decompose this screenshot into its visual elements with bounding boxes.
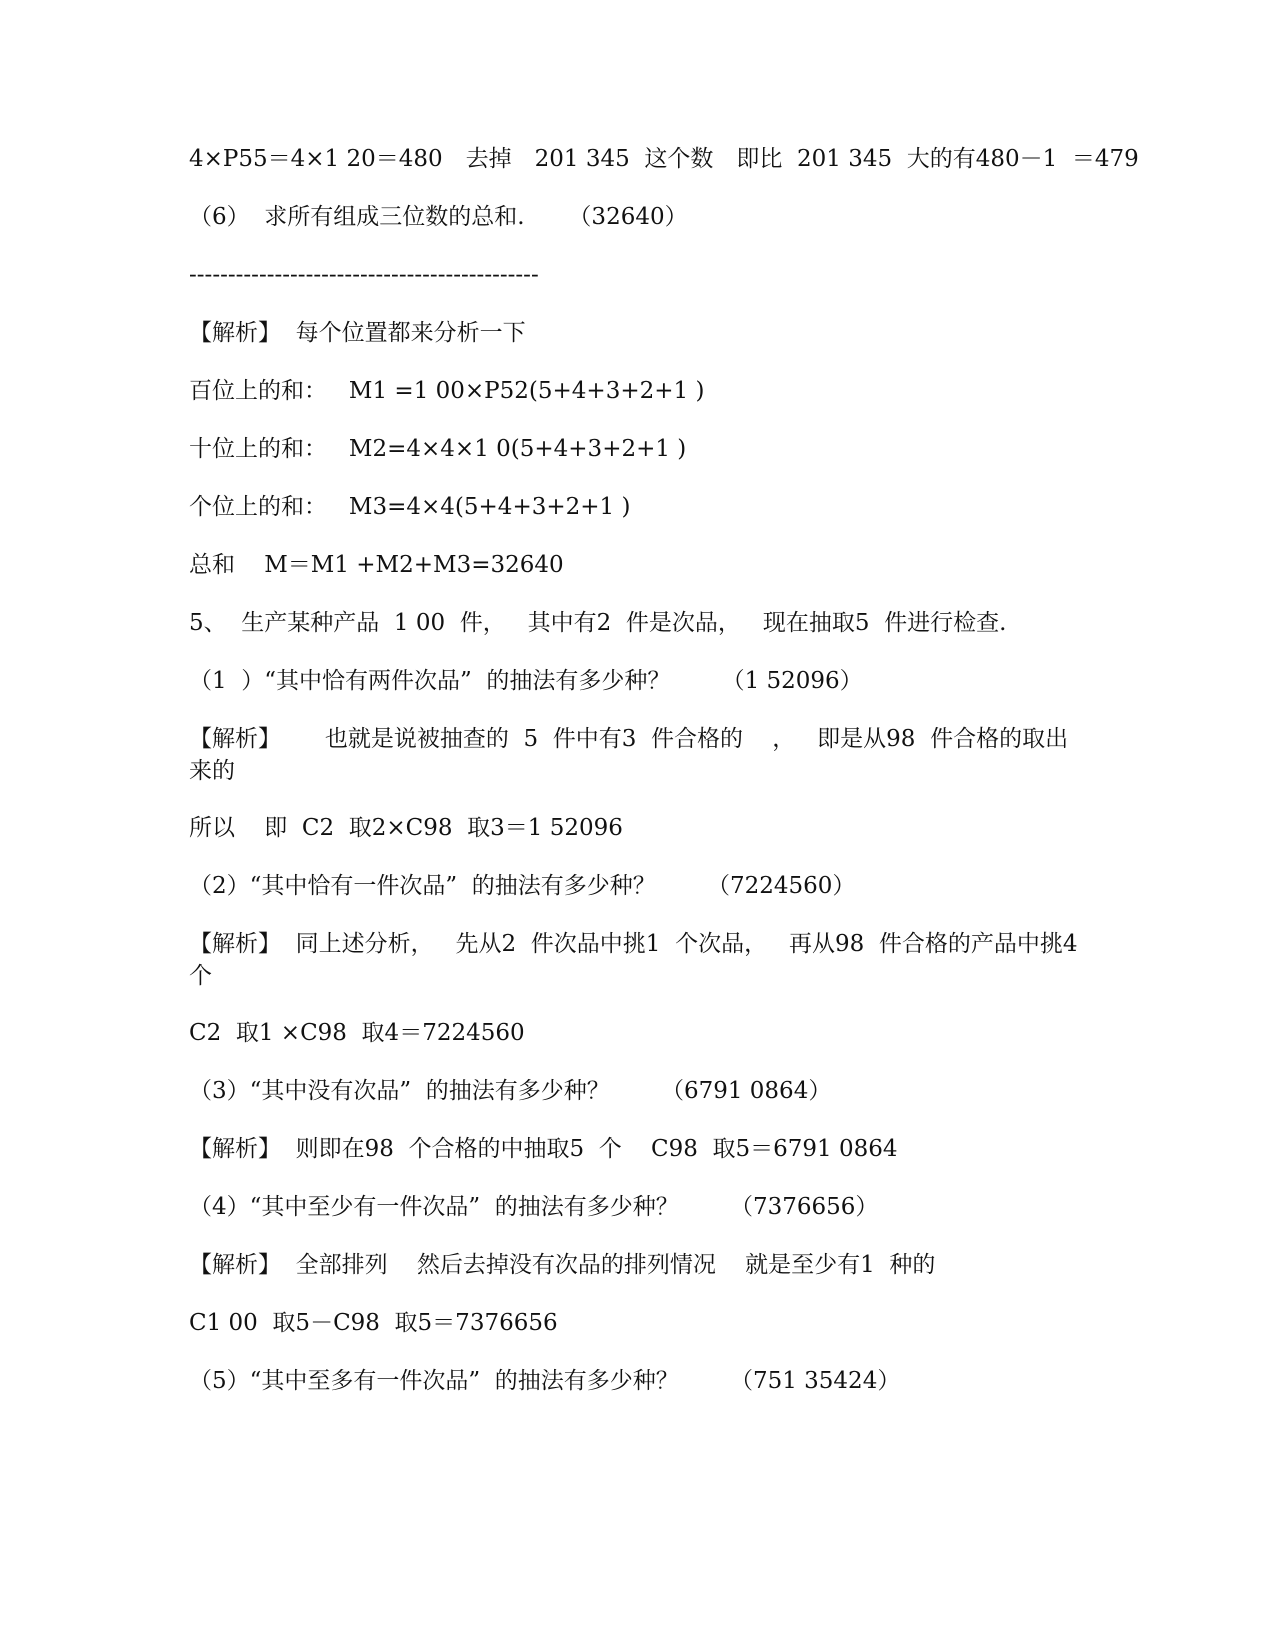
units-sum: 个位上的和： M3=4×4(5+4+3+2+1 ) bbox=[189, 494, 631, 520]
analysis-heading: 【解析】 每个位置都来分析一下 bbox=[189, 320, 526, 346]
answer-5-4: C1 00 取5－C98 取5＝7376656 bbox=[189, 1310, 558, 1336]
total-sum: 总和 M＝M1 +M2+M3=32640 bbox=[189, 552, 564, 578]
analysis-5-1: 【解析】 也就是说被抽查的 5 件中有3 件合格的 ， 即是从98 件合格的取出 来的 bbox=[189, 726, 1069, 784]
question-6: （6） 求所有组成三位数的总和. （32640） bbox=[189, 204, 688, 230]
question-5-3: （3）“其中没有次品” 的抽法有多少种？ （6791 0864） bbox=[189, 1078, 832, 1104]
answer-5-1: 所以 即 C2 取2×C98 取3＝1 52096 bbox=[189, 815, 623, 841]
answer-5-2: C2 取1 ×C98 取4＝7224560 bbox=[189, 1020, 525, 1046]
tens-sum: 十位上的和： M2=4×4×1 0(5+4+3+2+1 ) bbox=[189, 436, 687, 462]
question-5-1: （1 ）“其中恰有两件次品” 的抽法有多少种？ （1 52096） bbox=[189, 668, 863, 694]
analysis-5-2: 【解析】 同上述分析， 先从2 件次品中挑1 个次品， 再从98 件合格的产品中挑4 个 bbox=[189, 931, 1078, 989]
analysis-5-4: 【解析】 全部排列 然后去掉没有次品的排列情况 就是至少有1 种的 bbox=[189, 1252, 936, 1278]
question-5-5: （5）“其中至多有一件次品” 的抽法有多少种？ （751 35424） bbox=[189, 1368, 901, 1394]
question-5-2: （2）“其中恰有一件次品” 的抽法有多少种？ （7224560） bbox=[189, 873, 856, 899]
text-line-permutation-result: 4×P55＝4×1 20＝480 去掉 201 345 这个数 即比 201 345 大的有480－1 ＝479 bbox=[189, 146, 1139, 172]
hundreds-sum: 百位上的和： M1 =1 00×P52(5+4+3+2+1 ) bbox=[189, 378, 705, 404]
question-5-4: （4）“其中至少有一件次品” 的抽法有多少种？ （7376656） bbox=[189, 1194, 879, 1220]
problem-5-statement: 5、 生产某种产品 1 00 件， 其中有2 件是次品， 现在抽取5 件进行检查. bbox=[189, 610, 1007, 636]
separator-line: --------------------------------------------- bbox=[189, 262, 539, 288]
analysis-5-3: 【解析】 则即在98 个合格的中抽取5 个 C98 取5＝6791 0864 bbox=[189, 1136, 898, 1162]
